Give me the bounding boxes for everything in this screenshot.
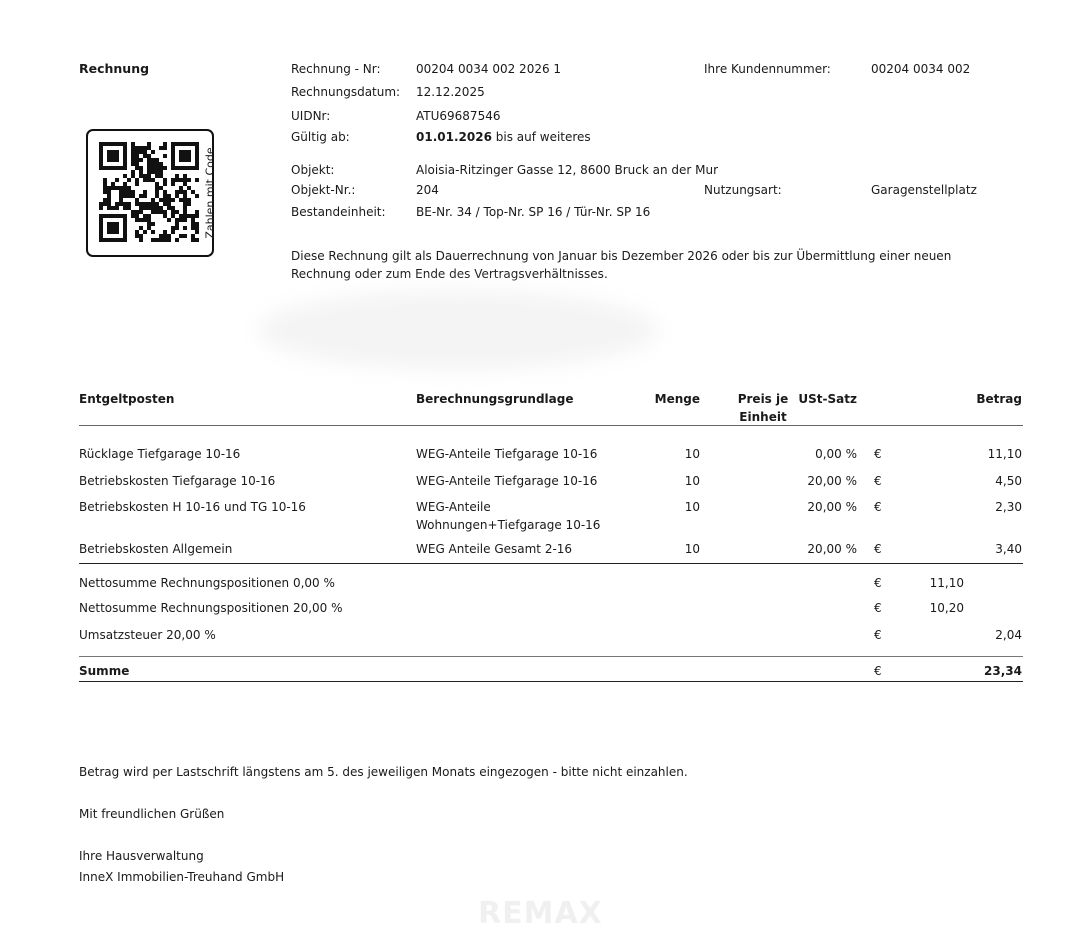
- rechnung-nr-value: 00204 0034 002 2026 1: [416, 62, 562, 76]
- col-ust-satz: USt-Satz: [798, 392, 857, 406]
- header-divider: [79, 425, 1023, 426]
- uidnr-label: UIDNr:: [291, 109, 331, 123]
- rows-divider: [79, 563, 1023, 564]
- row-betrag: 11,10: [987, 447, 1022, 461]
- total-top-divider: [79, 656, 1023, 657]
- qr-modules: [99, 142, 199, 242]
- row-ust: 20,00 %: [807, 542, 857, 556]
- signature-line-1: Ihre Hausverwaltung: [79, 849, 204, 863]
- objekt-nr-value: 204: [416, 183, 439, 197]
- lastschrift-note: Betrag wird per Lastschrift längstens am 5. des jeweiligen Monats eingezogen - bitte nicht einzahlen.: [79, 765, 688, 779]
- kundennummer-label: Ihre Kundennummer:: [704, 62, 831, 76]
- row-grundlage: WEG-Anteile Tiefgarage 10-16: [416, 447, 598, 461]
- row-ust: 20,00 %: [807, 474, 857, 488]
- bestandeinheit-label: Bestandeinheit:: [291, 205, 386, 219]
- summary-label: Umsatzsteuer 20,00 %: [79, 628, 216, 642]
- row-currency: €: [874, 447, 882, 461]
- total-currency: €: [874, 664, 882, 678]
- watermark-logo: REMAX: [478, 896, 603, 931]
- row-posten: Betriebskosten Tiefgarage 10-16: [79, 474, 276, 488]
- gueltig-value: [416, 130, 591, 144]
- summary-right-value: 2,04: [995, 628, 1022, 642]
- gueltig-suffix: bis auf weiteres: [491, 130, 591, 144]
- summary-currency: €: [874, 601, 882, 615]
- notice-line-2: Rechnung oder zum Ende des Vertragsverhältnisses.: [291, 267, 608, 281]
- qr-caption: Zahlen mit Code: [203, 147, 217, 239]
- rechnungsdatum-value: 12.12.2025: [416, 85, 485, 99]
- row-grundlage-line2: Wohnungen+Tiefgarage 10-16: [416, 518, 601, 532]
- rechnung-nr-label: Rechnung - Nr:: [291, 62, 381, 76]
- signature-line-2: InneX Immobilien-Treuhand GmbH: [79, 870, 285, 884]
- row-ust: 20,00 %: [807, 500, 857, 514]
- row-menge: 10: [684, 474, 700, 488]
- summary-label: Nettosumme Rechnungspositionen 20,00 %: [79, 601, 343, 615]
- row-betrag: 2,30: [995, 500, 1022, 514]
- col-preis-line2: Einheit: [739, 410, 787, 424]
- col-menge: Menge: [654, 392, 700, 406]
- summary-mid-value: 10,20: [929, 601, 964, 615]
- summary-mid-value: 11,10: [929, 576, 964, 590]
- row-grundlage: WEG Anteile Gesamt 2-16: [416, 542, 573, 556]
- qr-code-icon: [99, 142, 199, 242]
- col-preis-line1: Preis je: [737, 392, 789, 406]
- uidnr-value: ATU69687546: [416, 109, 501, 123]
- summary-label: Nettosumme Rechnungspositionen 0,00 %: [79, 576, 335, 590]
- row-menge: 10: [684, 447, 700, 461]
- rechnungsdatum-label: Rechnungsdatum:: [291, 85, 401, 99]
- row-menge: 10: [684, 500, 700, 514]
- row-menge: 10: [684, 542, 700, 556]
- gueltig-date: 01.01.2026: [416, 130, 492, 144]
- summary-currency: €: [874, 628, 882, 642]
- row-posten: Rücklage Tiefgarage 10-16: [79, 447, 241, 461]
- objekt-label: Objekt:: [291, 163, 335, 177]
- nutzungsart-label: Nutzungsart:: [704, 183, 782, 197]
- nutzungsart-value: Garagenstellplatz: [871, 183, 977, 197]
- redacted-area: [258, 290, 658, 370]
- total-bottom-divider: [79, 681, 1023, 682]
- total-value: 23,34: [984, 664, 1022, 678]
- row-grundlage: WEG-Anteile Tiefgarage 10-16: [416, 474, 598, 488]
- row-currency: €: [874, 500, 882, 514]
- row-betrag: 4,50: [995, 474, 1022, 488]
- row-currency: €: [874, 542, 882, 556]
- bestandeinheit-value: BE-Nr. 34 / Top-Nr. SP 16 / Tür-Nr. SP 16: [416, 205, 651, 219]
- qr-code-box[interactable]: [86, 129, 214, 257]
- gueltig-label: Gültig ab:: [291, 130, 350, 144]
- row-currency: €: [874, 474, 882, 488]
- total-label: Summe: [79, 664, 130, 678]
- col-betrag: Betrag: [976, 392, 1022, 406]
- kundennummer-value: 00204 0034 002: [871, 62, 971, 76]
- row-betrag: 3,40: [995, 542, 1022, 556]
- row-grundlage: WEG-Anteile: [416, 500, 491, 514]
- notice-line-1: Diese Rechnung gilt als Dauerrechnung von Januar bis Dezember 2026 oder bis zur Übermittlung einer neuen: [291, 249, 952, 263]
- col-berechnungsgrundlage: Berechnungsgrundlage: [416, 392, 574, 406]
- row-posten: Betriebskosten Allgemein: [79, 542, 233, 556]
- summary-currency: €: [874, 576, 882, 590]
- objekt-value: Aloisia-Ritzinger Gasse 12, 8600 Bruck an der Mur: [416, 163, 719, 177]
- row-posten: Betriebskosten H 10-16 und TG 10-16: [79, 500, 306, 514]
- objekt-nr-label: Objekt-Nr.:: [291, 183, 356, 197]
- row-ust: 0,00 %: [815, 447, 857, 461]
- greeting: Mit freundlichen Grüßen: [79, 807, 225, 821]
- col-entgeltposten: Entgeltposten: [79, 392, 175, 406]
- page-title: Rechnung: [79, 61, 150, 76]
